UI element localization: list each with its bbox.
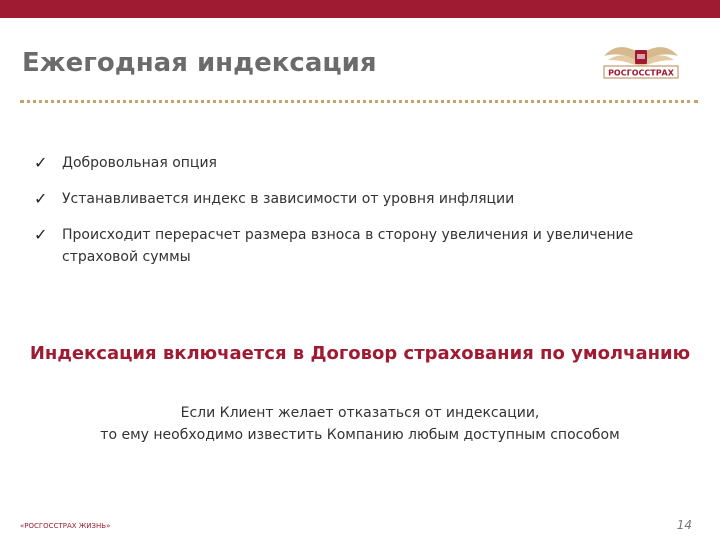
footer-company: «РОСГОССТРАХ ЖИЗНЬ» <box>20 522 111 530</box>
checkmark-icon: ✓ <box>34 189 48 208</box>
note-line1: Если Клиент желает отказаться от индексации, <box>180 405 540 421</box>
highlight-statement: Индексация включается в Договор страхования по умолчанию <box>29 343 691 364</box>
bullet-text: Устанавливается индекс в зависимости от уровня инфляции <box>62 191 515 207</box>
title-divider <box>20 100 698 103</box>
list-item <box>34 152 674 174</box>
list-item <box>34 188 674 210</box>
note-text <box>0 402 720 446</box>
note-line2: то ему необходимо известить Компанию любым доступным способом <box>100 427 620 443</box>
page-number: 14 <box>676 518 692 532</box>
top-brand-bar <box>0 0 720 18</box>
page-title: Ежегодная индексация <box>22 48 377 78</box>
checkmark-icon: ✓ <box>34 225 48 244</box>
bullet-text-line1: Происходит перерасчет размера взноса в сторону увеличения и увеличение <box>62 227 634 243</box>
list-item <box>34 224 674 268</box>
bullet-list <box>34 152 674 282</box>
bullet-text-line2: страховой суммы <box>62 249 191 265</box>
logo-wordmark: РОСГОССТРАХ <box>608 68 674 78</box>
eagle-emblem-icon <box>604 47 678 66</box>
bullet-text: Добровольная опция <box>62 155 217 171</box>
checkmark-icon: ✓ <box>34 153 48 172</box>
rosgosstrakh-logo <box>596 38 686 82</box>
